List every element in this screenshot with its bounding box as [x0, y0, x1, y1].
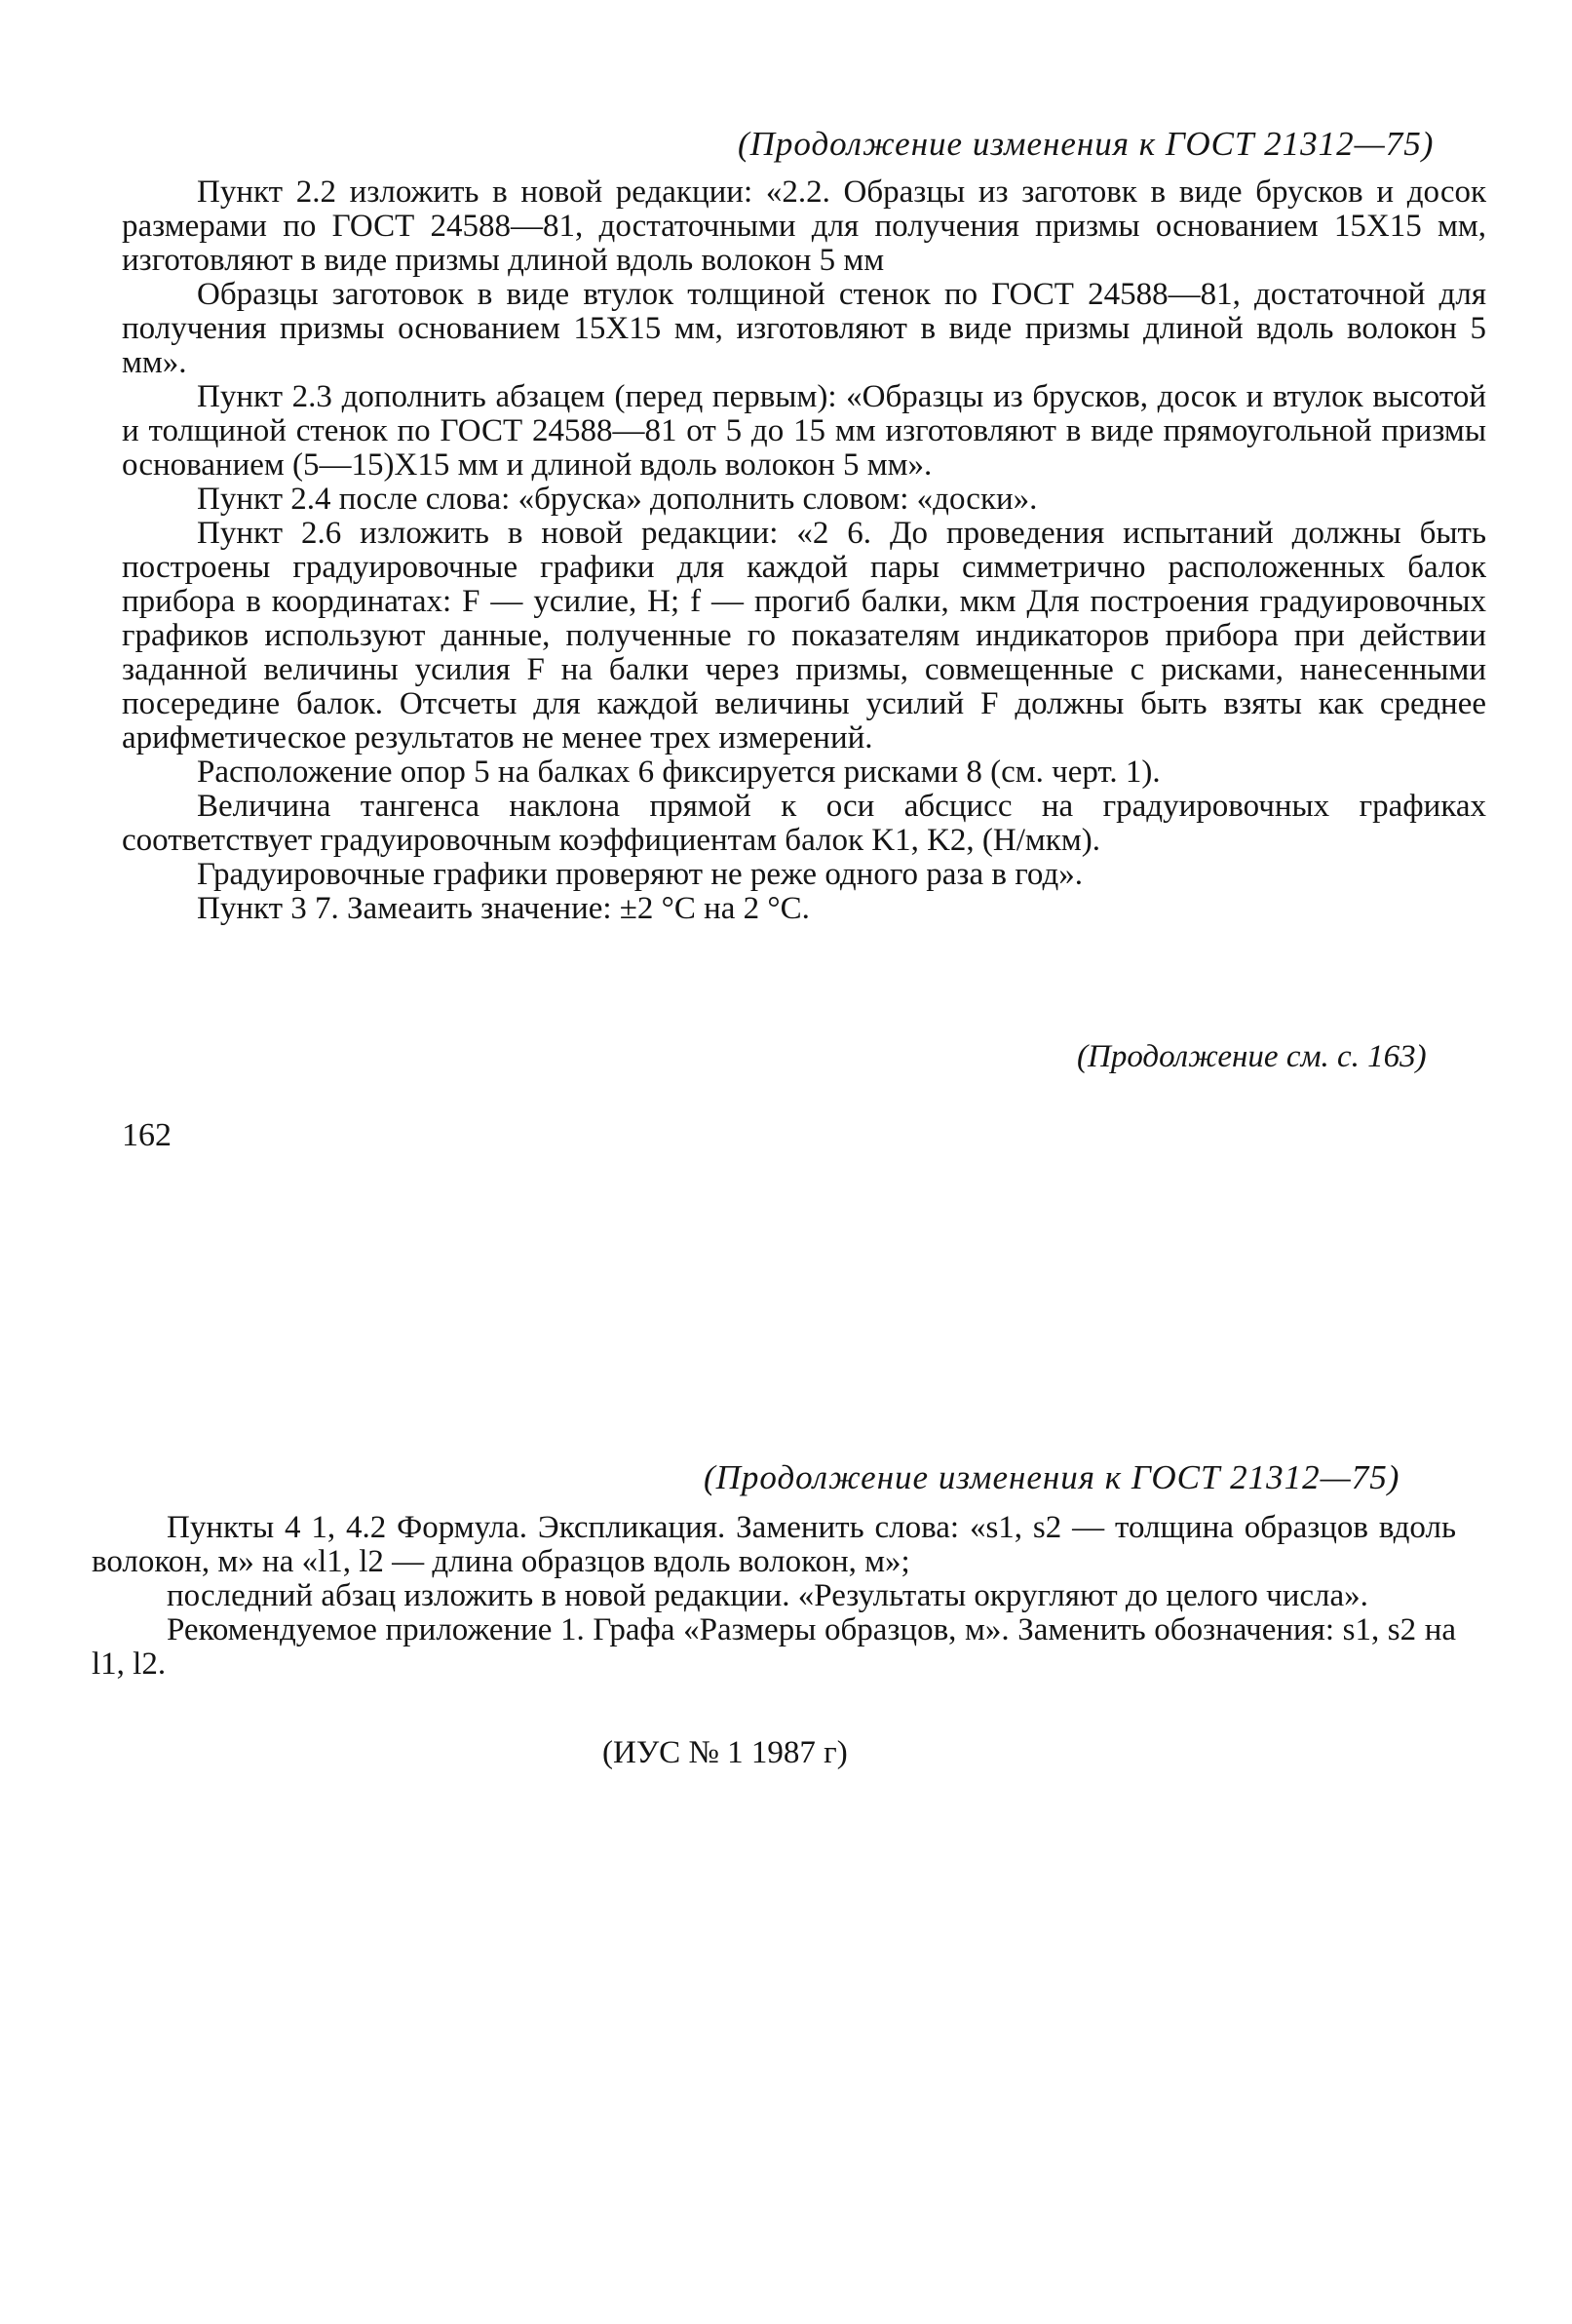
- page2-paragraph-2: последний абзац изложить в новой редакции. «Результаты округляют до целого числа».: [167, 1578, 1368, 1613]
- page1-paragraph-8: Градуировочные графики проверяют не реже одного раза в год».: [197, 857, 1083, 892]
- page2-body: [92, 1511, 1456, 1682]
- page1-paragraph-4: Пункт 2.4 после слова: «бруска» дополнить словом: «доски».: [197, 482, 1038, 517]
- page1-paragraph-9: Пункт 3 7. Замеаить значение: ±2 °С на 2 °С.: [197, 891, 810, 926]
- page2-header: (Продолжение изменения к ГОСТ 21312—75): [704, 1458, 1400, 1496]
- page-number: 162: [122, 1117, 172, 1153]
- page1-paragraph-7: Величина тангенса наклона прямой к оси абсцисс на градуировочных графиках соответствует градуировочным коэффициентам балок K1, K2, (Н/мкм).: [122, 789, 1486, 858]
- page2-paragraph-3: Рекомендуемое приложение 1. Графа «Размеры образцов, м». Заменить обозначения: s1, s2 на l1, l2.: [92, 1612, 1456, 1682]
- page2-source-note: (ИУС № 1 1987 г): [602, 1735, 848, 1770]
- page2-paragraph-1: Пункты 4 1, 4.2 Формула. Экспликация. Заменить слова: «s1, s2 — толщина образцов вдоль волокон, м» на «l1, l2 — длина образцов вдоль волокон, м»;: [92, 1510, 1456, 1579]
- page1-body: [122, 175, 1486, 926]
- page1-paragraph-3: Пункт 2.3 дополнить абзацем (перед первым): «Образцы из брусков, досок и втулок высотой и толщиной стенок по ГОСТ 24588—81 от 5 до 15 мм изготовляют в виде прямоугольной призмы основанием (5—15)Х15 мм и длиной вдоль волокон 5 мм».: [122, 379, 1486, 483]
- page1-paragraph-5: Пункт 2.6 изложить в новой редакции: «2 6. До проведения испытаний должны быть построены градуировочные графики для каждой пары симметрично расположенных балок прибора в координатах: F — усилие, Н; f — прогиб балки, мкм Для построения градуировочных графиков используют данные, полученные го показателям индикаторов прибора при действии заданной величины усилия F на балки через призмы, совмещенные с рисками, нанесенными посередине балок. Отсчеты для каждой величины усилий F должны быть взяты как среднее арифметическое результатов не менее трех измерений.: [122, 516, 1486, 755]
- page1-continuation-note: (Продолжение см. с. 163): [1077, 1039, 1427, 1074]
- page1-paragraph-6: Расположение опор 5 на балках 6 фиксируется рисками 8 (см. черт. 1).: [197, 755, 1161, 790]
- page1-paragraph-2: Образцы заготовок в виде втулок толщиной стенок по ГОСТ 24588—81, достаточной для получения призмы основанием 15Х15 мм, изготовляют в виде призмы длиной вдоль волокон 5 мм».: [122, 277, 1486, 380]
- page1-paragraph-1: Пункт 2.2 изложить в новой редакции: «2.2. Образцы из заготовк в виде брусков и досок размерами по ГОСТ 24588—81, достаточными для получения призмы основанием 15Х15 мм, изготовляют в виде призмы длиной вдоль волокон 5 мм: [122, 174, 1486, 278]
- page1-header: (Продолжение изменения к ГОСТ 21312—75): [738, 125, 1435, 163]
